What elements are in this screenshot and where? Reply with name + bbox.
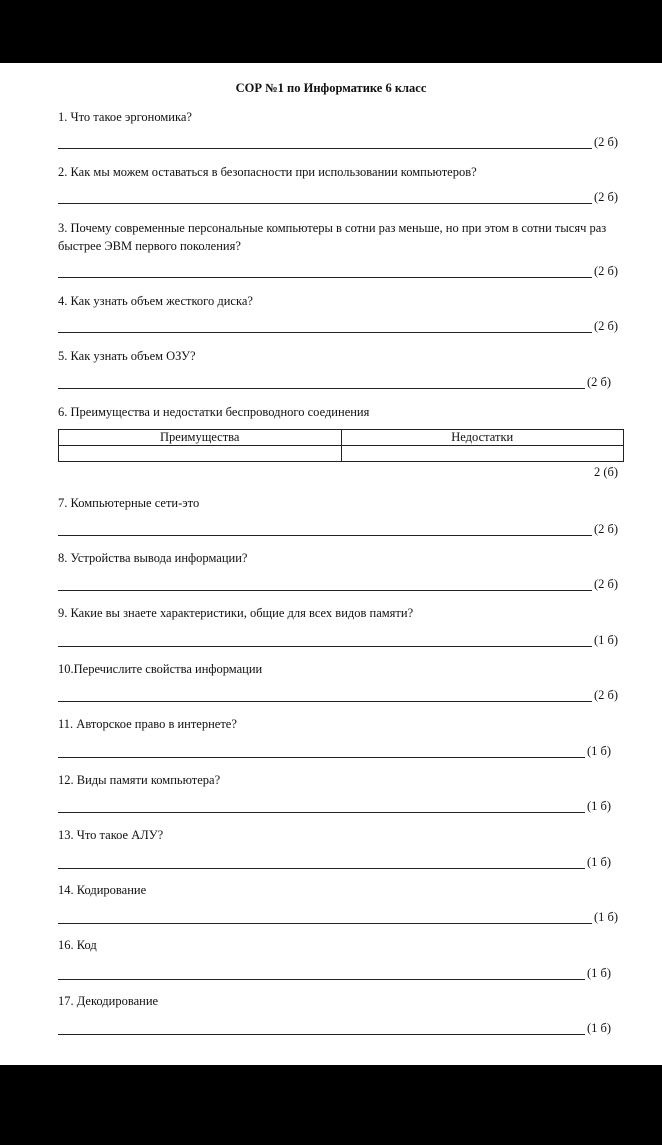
score-5: (2 б) — [587, 375, 612, 389]
table-header-pros: Преимущества — [59, 430, 342, 446]
score-6: 2 (б) — [594, 465, 619, 479]
score-14: (1 б) — [594, 910, 619, 924]
question-13: 13. Что такое АЛУ? — [58, 828, 164, 842]
score-8: (2 б) — [594, 577, 619, 591]
answer-line-10[interactable] — [58, 701, 592, 702]
question-17: 17. Декодирование — [58, 994, 159, 1008]
answer-line-1[interactable] — [58, 148, 592, 149]
answer-line-11[interactable] — [58, 757, 585, 758]
answer-line-8[interactable] — [58, 590, 592, 591]
answer-line-12[interactable] — [58, 812, 585, 813]
answer-line-13[interactable] — [58, 868, 585, 869]
answer-line-9[interactable] — [58, 646, 592, 647]
question-12: 12. Виды памяти компьютера? — [58, 773, 221, 787]
question-1: 1. Что такое эргономика? — [58, 110, 192, 124]
question-8: 8. Устройства вывода информации? — [58, 551, 248, 565]
page-title: СОР №1 по Информатике 6 класс — [235, 81, 427, 95]
answer-line-14[interactable] — [58, 923, 592, 924]
score-12: (1 б) — [587, 799, 612, 813]
score-13: (1 б) — [587, 855, 612, 869]
question-11: 11. Авторское право в интернете? — [58, 717, 237, 731]
question-14: 14. Кодирование — [58, 883, 147, 897]
pros-cons-table — [58, 429, 624, 462]
question-2: 2. Как мы можем оставаться в безопасности при использовании компьютеров? — [58, 165, 477, 179]
score-9: (1 б) — [594, 633, 619, 647]
answer-line-17[interactable] — [58, 1034, 585, 1035]
worksheet-page — [0, 63, 662, 1065]
score-11: (1 б) — [587, 744, 612, 758]
score-4: (2 б) — [594, 319, 619, 333]
answer-line-3[interactable] — [58, 277, 592, 278]
question-6: 6. Преимущества и недостатки беспроводного соединения — [58, 405, 370, 419]
score-7: (2 б) — [594, 522, 619, 536]
question-7: 7. Компьютерные сети-это — [58, 496, 200, 510]
answer-line-2[interactable] — [58, 203, 592, 204]
answer-line-16[interactable] — [58, 979, 585, 980]
score-3: (2 б) — [594, 264, 619, 278]
table-header-cons: Недостатки — [341, 430, 624, 446]
score-17: (1 б) — [587, 1021, 612, 1035]
score-16: (1 б) — [587, 966, 612, 980]
question-10: 10.Перечислите свойства информации — [58, 662, 263, 676]
score-10: (2 б) — [594, 688, 619, 702]
question-5: 5. Как узнать объем ОЗУ? — [58, 349, 196, 363]
table-cell-pros[interactable] — [59, 446, 342, 462]
question-4: 4. Как узнать объем жесткого диска? — [58, 294, 253, 308]
score-1: (2 б) — [594, 135, 619, 149]
answer-line-7[interactable] — [58, 535, 592, 536]
question-3: 3. Почему современные персональные компьютеры в сотни раз меньше, но при этом в сотни тысяч раз быстрее ЭВМ первого поколения? — [58, 221, 607, 253]
question-16: 16. Код — [58, 938, 97, 952]
question-9: 9. Какие вы знаете характеристики, общие для всех видов памяти? — [58, 606, 414, 620]
table-cell-cons[interactable] — [341, 446, 624, 462]
answer-line-5[interactable] — [58, 388, 585, 389]
answer-line-4[interactable] — [58, 332, 592, 333]
score-2: (2 б) — [594, 190, 619, 204]
